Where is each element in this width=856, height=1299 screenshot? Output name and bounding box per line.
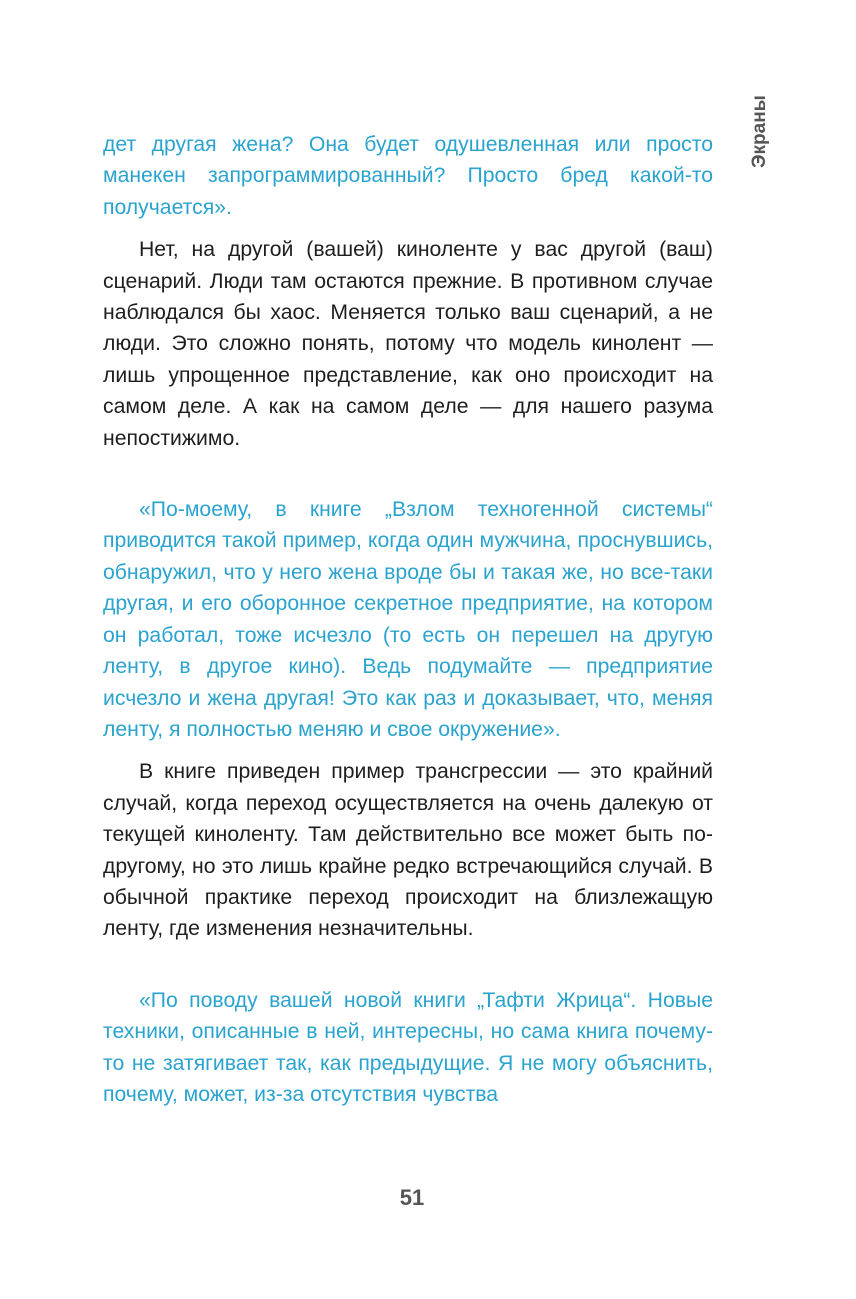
quote-paragraph-3: «По поводу вашей новой книги „Тафти Жрица“. Новые техники, описанные в ней, интересны, но сама книга почему-то не затягивает так, как предыдущие. Я не могу объяснить, почему, может, из-за отсутствия чувства (103, 988, 713, 1106)
quote-paragraph-1: дет другая жена? Она будет одушевленная или просто манекен запрограммированный? Просто бред какой-то получается». (103, 133, 713, 219)
page-body (103, 129, 713, 1110)
running-header: Экраны (749, 95, 770, 169)
page-number: 51 (399, 1185, 425, 1210)
body-paragraph-2: В книге приведен пример трансгрессии — это крайний случай, когда переход осуществляется на очень далекую от текущей киноленту. Там действительно все может быть по-другому, но это лишь крайне редко встречающийся случай. В обычной практике переход происходит на близлежащую ленту, где изменения незначительны. (103, 760, 713, 941)
body-paragraph-1: Нет, на другой (вашей) киноленте у вас другой (ваш) сценарий. Люди там остаются прежние. В противном случае наблюдался бы хаос. Меняется только ваш сценарий, а не люди. Это сложно понять, потому что модель кинолент — лишь упрощенное представление, как оно происходит на самом деле. А как на самом деле — для нашего разума непостижимо. (103, 238, 713, 450)
quote-paragraph-2: «По-моему, в книге „Взлом техногенной системы“ приводится такой пример, когда один мужчина, проснувшись, обнаружил, что у него жена вроде бы и такая же, но все-таки другая, и его оборонное секретное предприятие, на котором он работал, тоже исчезло (то есть он перешел на другую ленту, в другое кино). Ведь подумайте — предприятие исчезло и жена другая! Это как раз и доказывает, что, меняя ленту, я полностью меняю и свое окружение». (103, 498, 713, 741)
